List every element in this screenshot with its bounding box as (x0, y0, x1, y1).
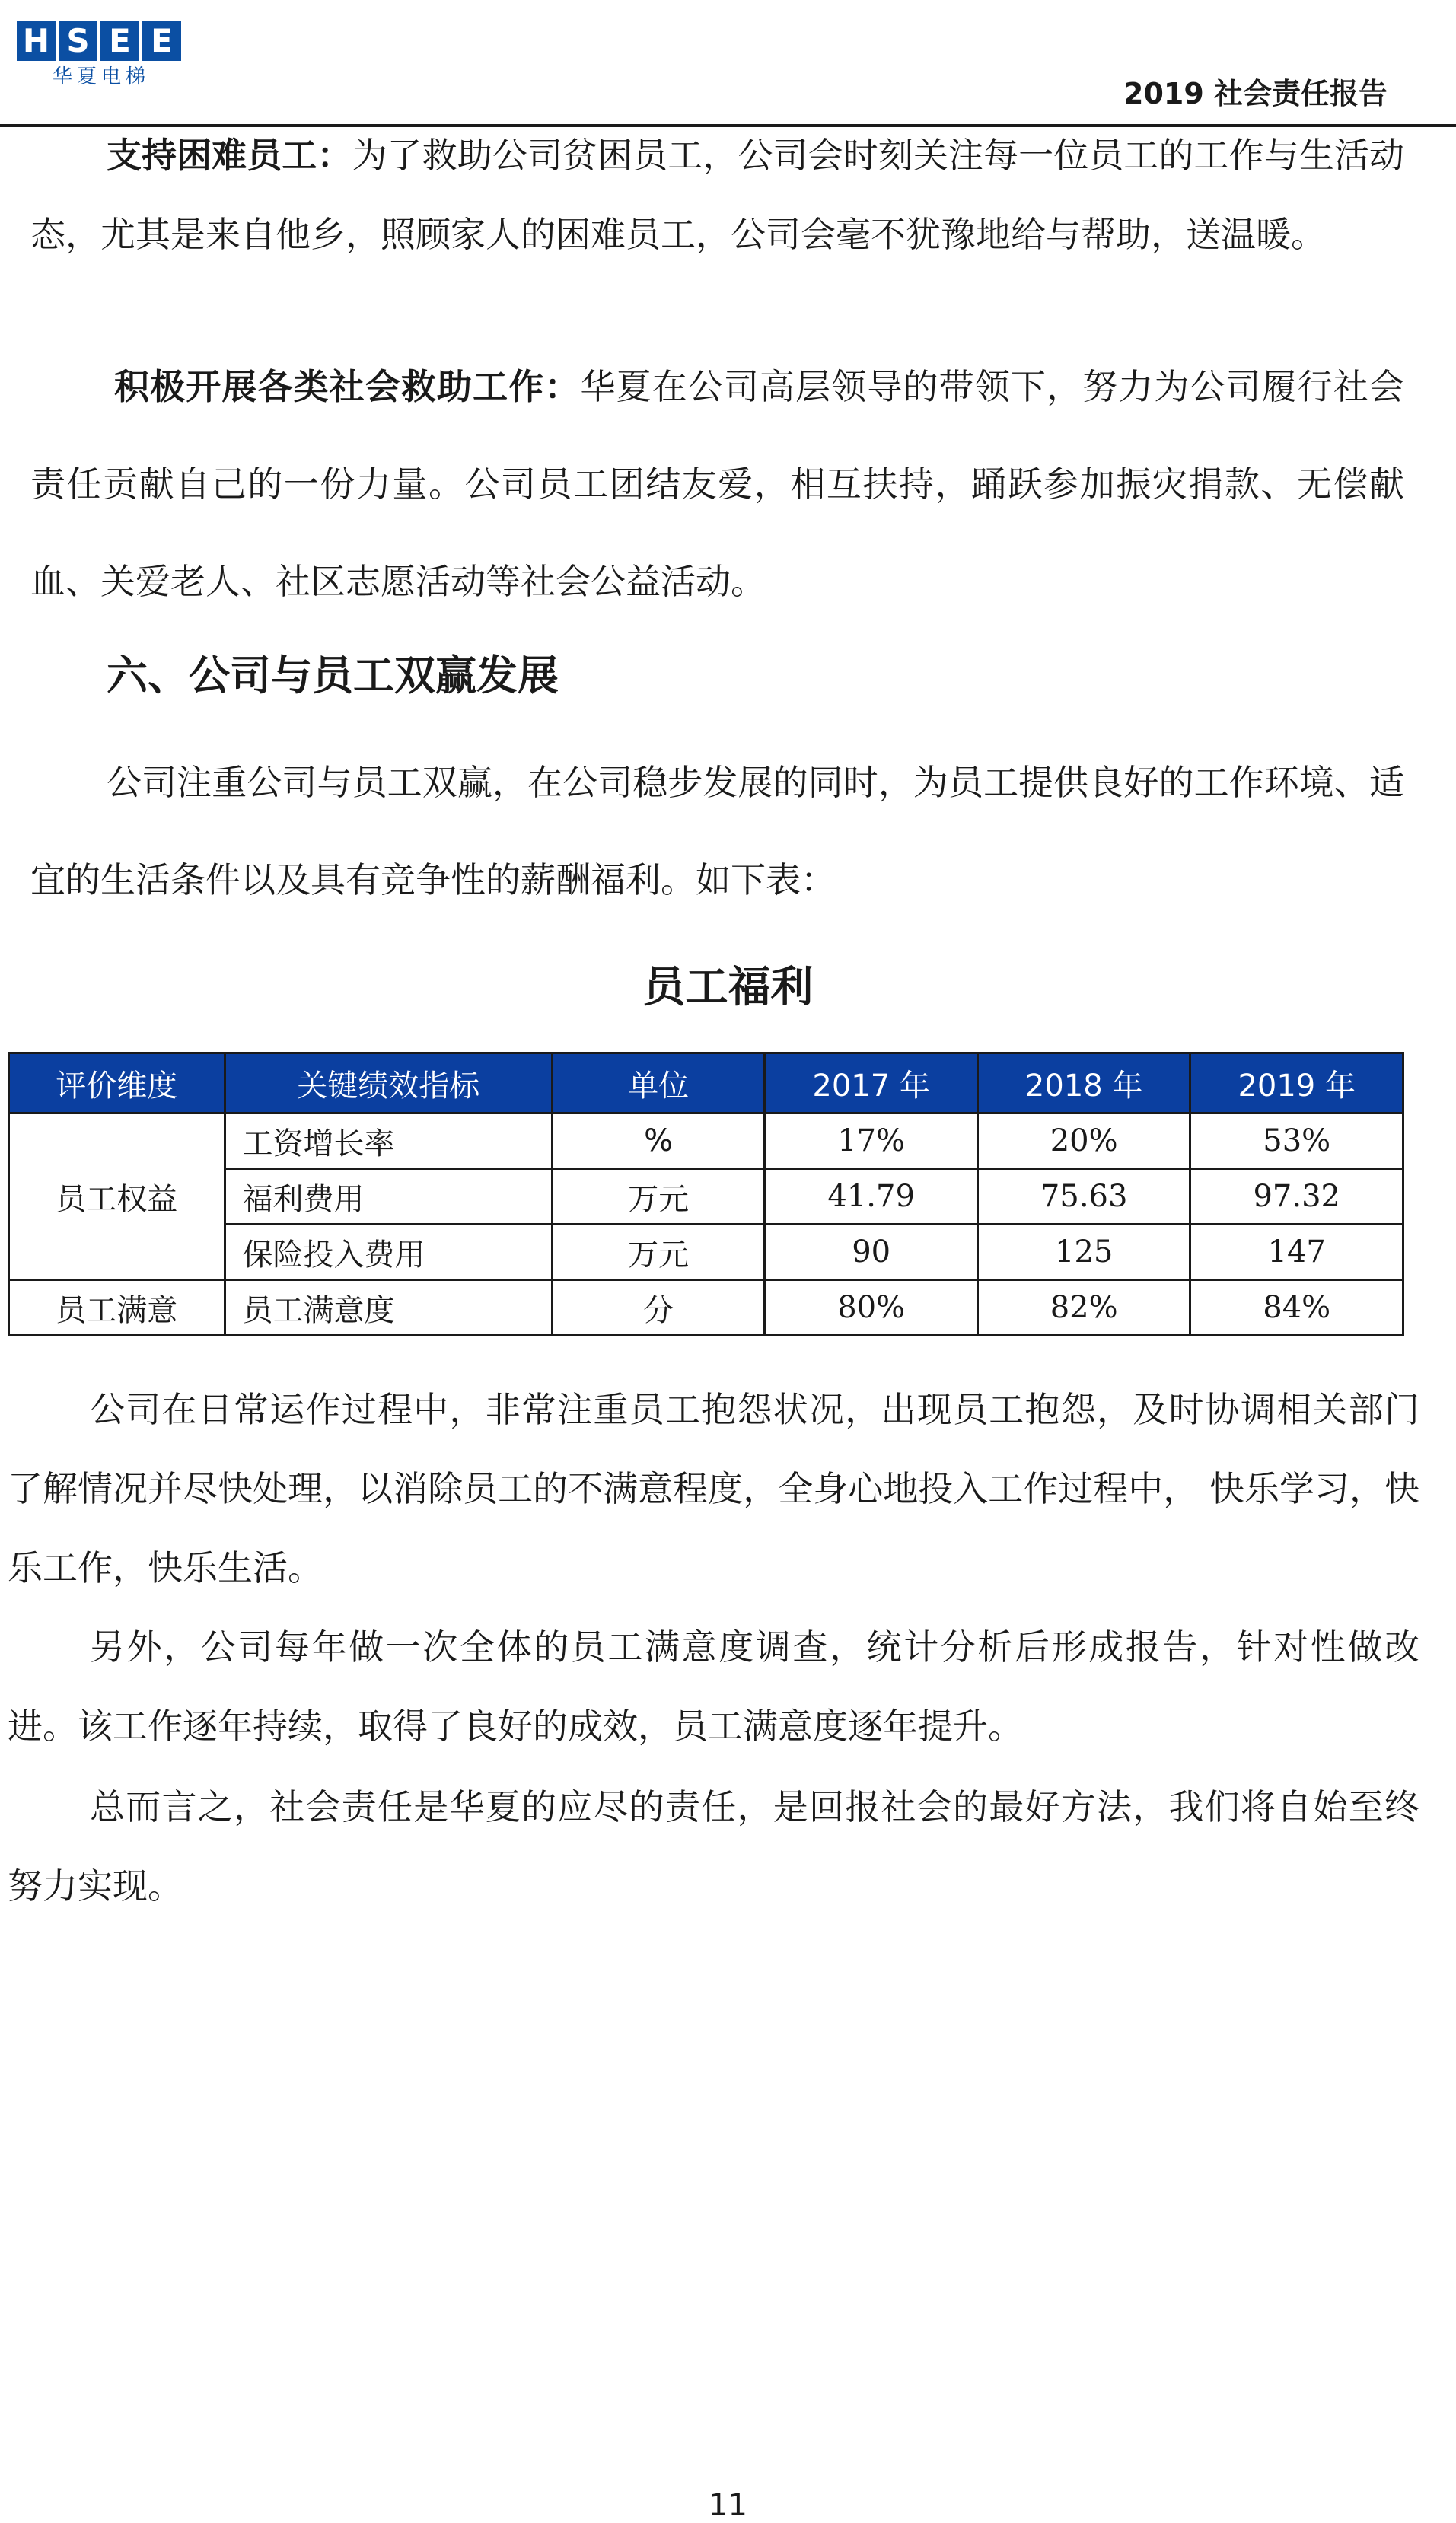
employee-benefits-table (8, 1052, 1404, 1336)
logo-chinese-name: 华夏电梯 (52, 65, 150, 88)
company-logo (17, 21, 186, 88)
paragraph-body: 公司在日常运作过程中，非常注重员工抱怨状况，出现员工抱怨，及时协调相关部门了解情况并尽快处理，以消除员工的不满意程度，全身心地投入工作过程中， 快乐学习，快乐工作，快乐生活。 (8, 1389, 1419, 1588)
section-heading: 六、公司与员工双赢发展 (107, 651, 559, 699)
paragraph-satisfaction-survey (8, 1607, 1419, 1766)
unit-cell: 万元 (552, 1225, 765, 1280)
value-cell-2018: 20% (977, 1113, 1190, 1169)
paragraph-lead: 支持困难员工： (107, 135, 352, 176)
kpi-cell: 员工满意度 (225, 1280, 552, 1336)
value-cell-2019: 53% (1190, 1113, 1403, 1169)
paragraph-body: 为了救助公司贫困员工，公司会时刻关注每一位员工的工作与生活动态，尤其是来自他乡，照顾家人的困难员工，公司会毫不犹豫地给与帮助，送温暖。 (30, 135, 1405, 255)
kpi-cell: 福利费用 (225, 1169, 552, 1225)
table-row (9, 1280, 1403, 1336)
table-header-row (9, 1053, 1403, 1113)
value-cell-2017: 80% (765, 1280, 978, 1336)
unit-cell: % (552, 1113, 765, 1169)
logo-letter: E (142, 21, 181, 61)
paragraph-lead: 积极开展各类社会救助工作： (114, 366, 581, 407)
value-cell-2017: 41.79 (765, 1169, 978, 1225)
value-cell-2018: 75.63 (977, 1169, 1190, 1225)
paragraph-support-employees (30, 116, 1404, 274)
dimension-cell: 员工满意 (9, 1280, 225, 1336)
unit-cell: 万元 (552, 1169, 765, 1225)
table-row (9, 1113, 1403, 1169)
column-header: 评价维度 (9, 1053, 225, 1113)
paragraph-conclusion (8, 1767, 1419, 1926)
column-header: 单位 (552, 1053, 765, 1113)
value-cell-2017: 17% (765, 1113, 978, 1169)
kpi-cell: 工资增长率 (225, 1113, 552, 1169)
paragraph-body: 另外，公司每年做一次全体的员工满意度调查，统计分析后形成报告，针对性做改进。该工作逐年持续，取得了良好的成效，员工满意度逐年提升。 (8, 1626, 1419, 1747)
paragraph-body: 华夏在公司高层领导的带领下，努力为公司履行社会责任贡献自己的一份力量。公司员工团结友爱，相互扶持，踊跃参加振灾捐款、无偿献血、关爱老人、社区志愿活动等社会公益活动。 (30, 366, 1405, 602)
value-cell-2019: 147 (1190, 1225, 1403, 1280)
value-cell-2019: 97.32 (1190, 1169, 1403, 1225)
page-number: 11 (709, 2488, 747, 2523)
unit-cell: 分 (552, 1280, 765, 1336)
value-cell-2018: 82% (977, 1280, 1190, 1336)
paragraph-body: 公司注重公司与员工双赢，在公司稳步发展的同时，为员工提供良好的工作环境、适宜的生活条件以及具有竞争性的薪酬福利。如下表： (30, 762, 1404, 900)
column-header: 2017 年 (765, 1053, 978, 1113)
column-header: 关键绩效指标 (225, 1053, 552, 1113)
paragraph-social-relief (30, 338, 1404, 630)
report-title: 2019 社会责任报告 (1123, 77, 1388, 110)
paragraph-complaints (8, 1370, 1419, 1607)
table-title: 员工福利 (642, 963, 814, 1012)
value-cell-2017: 90 (765, 1225, 978, 1280)
logo-mark (17, 21, 186, 61)
paragraph-win-win (30, 734, 1404, 929)
logo-letter: H (17, 21, 56, 61)
kpi-cell: 保险投入费用 (225, 1225, 552, 1280)
logo-letter: E (100, 21, 139, 61)
value-cell-2019: 84% (1190, 1280, 1403, 1336)
value-cell-2018: 125 (977, 1225, 1190, 1280)
logo-letter: S (59, 21, 97, 61)
dimension-cell: 员工权益 (9, 1113, 225, 1280)
paragraph-body: 总而言之，社会责任是华夏的应尽的责任，是回报社会的最好方法，我们将自始至终努力实现。 (8, 1786, 1419, 1907)
column-header: 2019 年 (1190, 1053, 1403, 1113)
column-header: 2018 年 (977, 1053, 1190, 1113)
